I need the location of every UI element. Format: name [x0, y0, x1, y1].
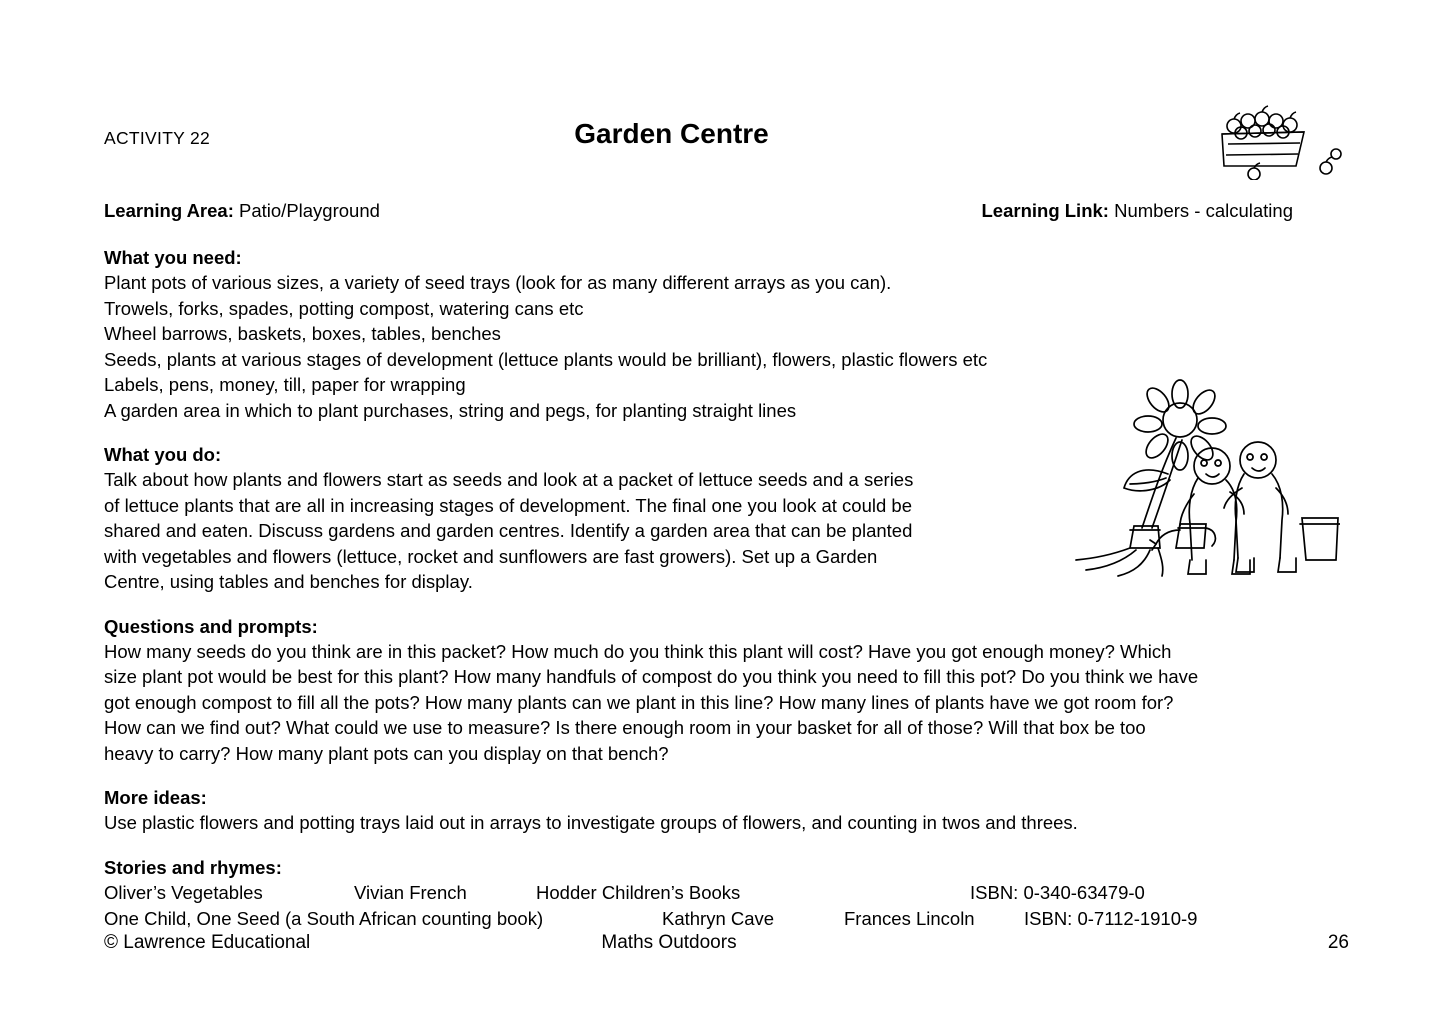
section-title: More ideas:: [104, 787, 207, 808]
section-body: [104, 639, 1349, 767]
text-line: size plant pot would be best for this plant? How many handfuls of compost do you think you need to fill this pot? Do you think we have: [104, 666, 1199, 687]
text-line: A garden area in which to plant purchases, string and pegs, for planting straight lines: [104, 399, 797, 421]
copyright-notice: © Lawrence Educational: [104, 932, 311, 953]
book-entry: [104, 906, 1349, 932]
text-line: Labels, pens, money, till, paper for wrapping: [104, 374, 466, 395]
text-line: Centre, using tables and benches for display.: [104, 571, 473, 592]
text-line: Trowels, forks, spades, potting compost, watering cans etc: [104, 297, 584, 319]
text-line: Wheel barrows, baskets, boxes, tables, benches: [104, 323, 501, 344]
book-title: Oliver’s Vegetables: [104, 881, 263, 903]
text-line: Plant pots of various sizes, a variety of seed trays (look for as many different arrays as you can).: [104, 272, 892, 293]
page-title: Garden Centre: [574, 118, 769, 149]
text-line: heavy to carry? How many plant pots can you display on that bench?: [104, 742, 669, 764]
section-body: [104, 270, 1349, 423]
learning-area: [104, 200, 380, 222]
document-content: [104, 0, 1349, 932]
section-title: What you need:: [104, 247, 242, 268]
learning-link: [982, 200, 1350, 222]
book-title: One Child, One Seed (a South African counting book): [104, 907, 544, 929]
book-isbn: ISBN: 0-340-63479-0: [970, 881, 1145, 903]
section-body: [104, 880, 1349, 932]
book-publisher: Hodder Children’s Books: [536, 881, 741, 903]
section-questions-and-prompts: [104, 616, 1349, 767]
book-publisher: Frances Lincoln: [844, 907, 975, 929]
learning-link-value: Numbers - calculating: [1114, 200, 1293, 221]
text-line: of lettuce plants that are all in increasing stages of development. The final one you look at could be: [104, 494, 913, 516]
page-number: 26: [1327, 932, 1349, 953]
section-title: What you do:: [104, 444, 222, 465]
page-footer: [104, 932, 1349, 962]
learning-link-label: Learning Link:: [981, 200, 1109, 221]
book-author: Kathryn Cave: [662, 907, 775, 929]
text-line: got enough compost to fill all the pots? How many plants can we plant in this line? How many lines of plants have we got room for?: [104, 691, 1174, 713]
text-line: Talk about how plants and flowers start as seeds and look at a packet of lettuce seeds and a series: [104, 469, 914, 490]
footer-book-title: Maths Outdoors: [601, 932, 737, 953]
text-line: How can we find out? What could we use to measure? Is there enough room in your basket for all of those? Will that box be too: [104, 717, 1146, 738]
document-header: [104, 118, 1349, 178]
section-more-ideas: [104, 787, 1349, 836]
section-body: [104, 810, 1349, 836]
section-what-you-need: [104, 247, 1349, 423]
section-stories-and-rhymes: [104, 857, 1349, 932]
text-line: Use plastic flowers and potting trays laid out in arrays to investigate groups of flowers, and counting in twos and threes.: [104, 812, 1078, 833]
section-title: Stories and rhymes:: [104, 856, 282, 878]
section-body: [104, 467, 1039, 595]
text-line: shared and eaten. Discuss gardens and garden centres. Identify a garden area that can be planted: [104, 520, 913, 541]
book-author: Vivian French: [354, 881, 467, 903]
activity-label: ACTIVITY 22: [104, 128, 211, 148]
book-isbn: ISBN: 0-7112-1910-9: [1024, 907, 1198, 929]
learning-area-label: Learning Area:: [104, 200, 234, 221]
text-line: How many seeds do you think are in this packet? How much do you think this plant will cost? Have you got enough money? Which: [104, 640, 1172, 662]
learning-area-value: Patio/Playground: [239, 200, 380, 221]
section-what-you-do: [104, 444, 1349, 595]
section-title: Questions and prompts:: [104, 615, 318, 637]
book-entry: [104, 880, 1349, 906]
text-line: Seeds, plants at various stages of development (lettuce plants would be brilliant), flowers, plastic flowers etc: [104, 348, 988, 370]
learning-meta-row: [104, 200, 1349, 226]
text-line: with vegetables and flowers (lettuce, rocket and sunflowers are fast growers). Set up a Garden: [104, 545, 878, 567]
